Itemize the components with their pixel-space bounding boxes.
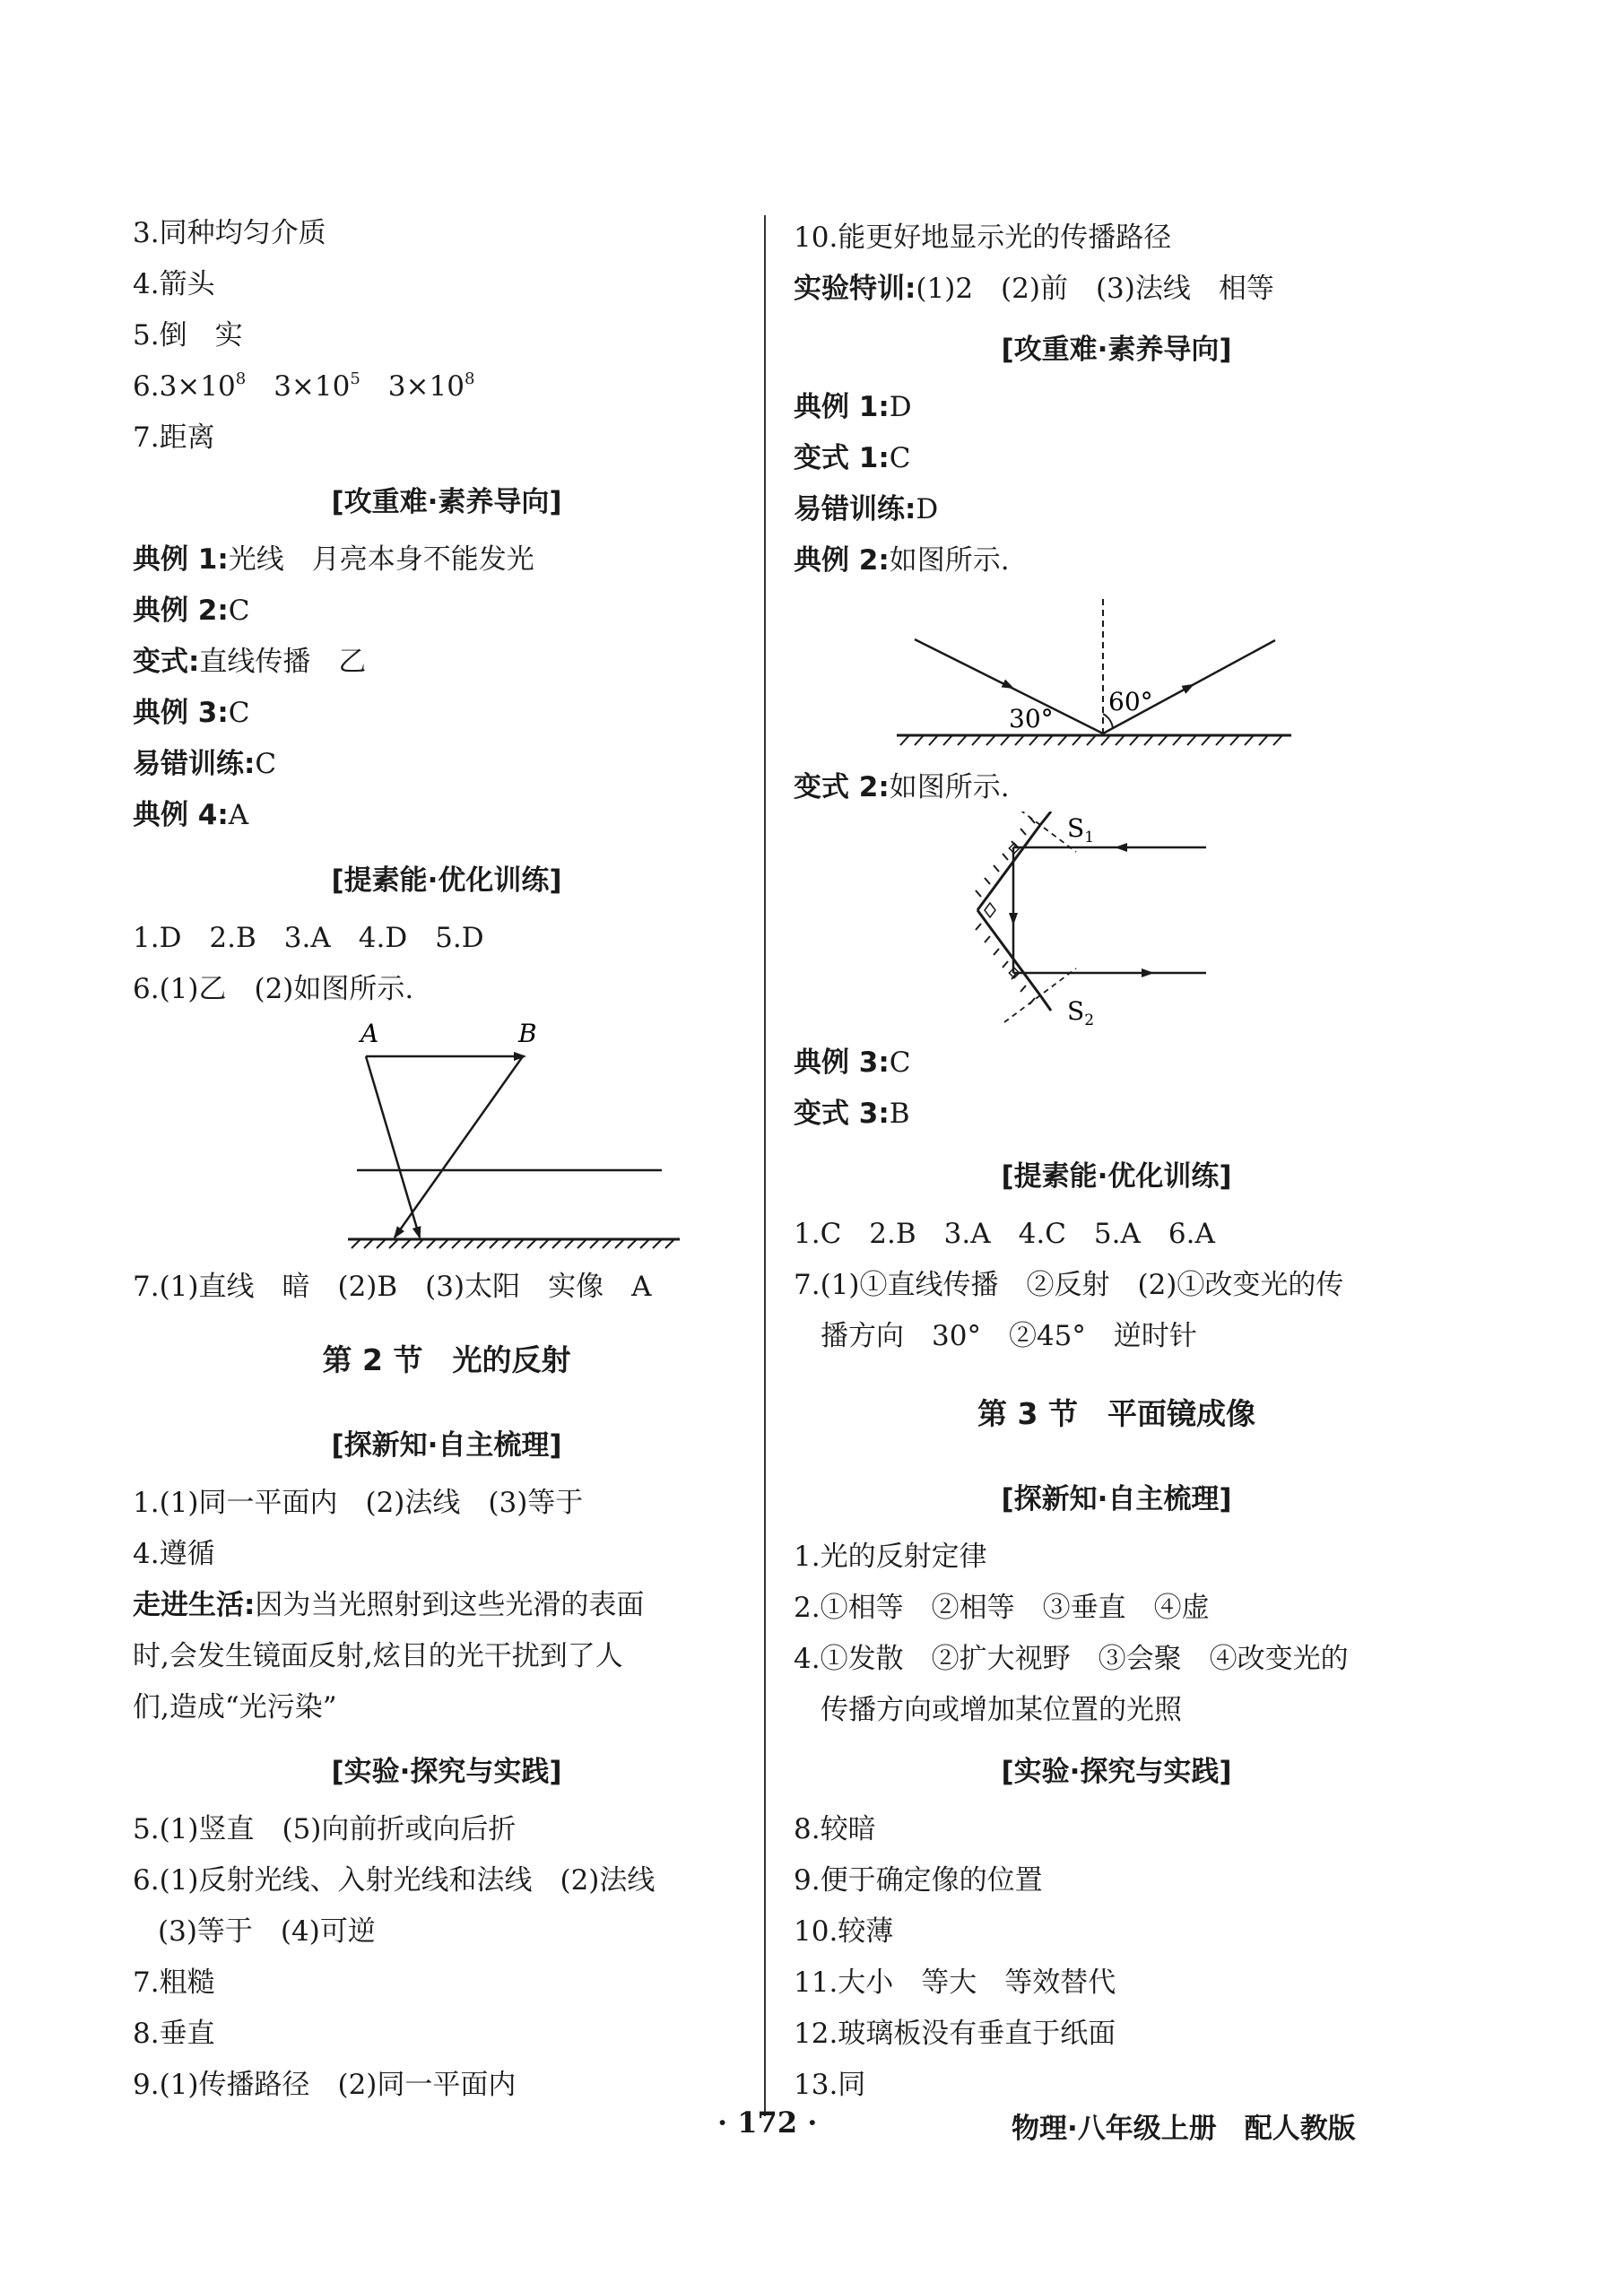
label: 变式 2: [794,771,890,803]
answer-line [794,440,911,476]
answer-line: 们,造成“光污染” [133,1691,337,1723]
answer-line: 11.大小 等大 等效替代 [794,1966,1116,1999]
answer-line [133,1587,644,1623]
chapter-title: 第 2 节 光的反射 [322,1342,571,1377]
answer-line [133,797,248,833]
answer-line: 4.①发散 ②扩大视野 ③会聚 ④改变光的 [794,1643,1349,1675]
answer-line [794,271,1274,307]
answer-line [794,1096,910,1132]
section-heading: [攻重难·素养导向] [331,486,562,518]
answer-text: B [889,1098,910,1130]
answer-text: 光线 月亮本身不能发光 [228,543,534,576]
answer-line: 5.(1)竖直 (5)向前折或向后折 [133,1813,517,1845]
answer-line: 1.D 2.B 3.A 4.D 5.D [133,922,484,954]
item6-prefix: 6. [133,370,160,403]
answer-line: 7.(1)直线 暗 (2)B (3)太阳 实像 A [133,1271,652,1303]
answer-line [794,491,938,527]
answer-line: 7.距离 [133,421,215,454]
item6-e3: 8 [464,369,475,388]
answer-line [794,1045,911,1081]
chapter-title: 第 3 节 平面镜成像 [977,1396,1255,1431]
item6-v1: 3×10 [159,370,236,403]
answer-line: 10.能更好地显示光的传播路径 [794,221,1172,254]
section-heading: [提素能·优化训练] [331,864,562,897]
label: 走进生活: [133,1589,256,1621]
label: 典例 1: [794,391,890,423]
answer-line: 5.倒 实 [133,319,243,352]
answer-text: 如图所示. [889,544,1010,577]
page-number: · 172 · [717,2105,818,2140]
answer-line [794,389,912,425]
label: 典例 1: [133,543,229,576]
answer-line: 传播方向或增加某位置的光照 [821,1694,1182,1726]
answer-line: 10.较薄 [794,1915,894,1948]
angle-60-label: 60° [1108,687,1153,716]
answer-line: 播方向 30° ②45° 逆时针 [821,1320,1197,1352]
answer-line: 6.(1)乙 (2)如图所示. [133,973,414,1005]
answer-text: D [916,493,939,525]
answer-line: 1.光的反射定律 [794,1541,987,1573]
item6-v3: 3×10 [387,370,465,403]
two-mirror-figure [968,812,1238,1036]
answer-line [794,769,1010,805]
answer-line: 8.垂直 [133,2018,215,2050]
answer-text: 如图所示. [889,771,1010,803]
answer-line [133,593,250,629]
answer-line: 1.(1)同一平面内 (2)法线 (3)等于 [133,1487,584,1519]
item6-e1: 8 [235,369,247,388]
label: 典例 4: [133,799,229,831]
answer-line: 3.同种均匀介质 [133,217,326,249]
answer-text: (1)2 (2)前 (3)法线 相等 [916,273,1274,305]
label: 典例 2: [133,595,229,627]
label: 典例 2: [794,544,890,577]
answer-line: 时,会发生镜面反射,炫目的光干扰到了人 [133,1640,623,1672]
label: 变式 3: [794,1098,890,1130]
label: 典例 3: [794,1046,890,1079]
answer-line: 12.玻璃板没有垂直于纸面 [794,2018,1116,2050]
label: 实验特训: [794,273,916,305]
label: 变式 1: [794,442,890,474]
answer-text: 因为当光照射到这些光滑的表面 [255,1589,645,1621]
section-heading: [探新知·自主梳理] [331,1429,562,1462]
answer-line: 9.(1)传播路径 (2)同一平面内 [133,2069,517,2101]
answer-line [133,695,250,731]
answer-line: 13.同 [794,2069,866,2101]
angle-30-label: 30° [1009,704,1054,734]
answer-line: 1.C 2.B 3.A 4.C 5.A 6.A [794,1218,1215,1250]
answer-text: C [255,748,277,780]
answer-text: C [228,697,250,729]
mirror-s1-label: $S_1$ [1067,813,1095,846]
answer-line [133,644,366,680]
answer-text: C [228,595,250,627]
answer-text: C [889,442,911,474]
book-title: 物理·八年级上册 配人教版 [1012,2113,1356,2145]
item6-e2: 5 [350,369,360,388]
item6-v2: 3×10 [274,370,351,403]
label: 易错训练: [794,493,916,525]
answer-line: 7.(1)①直线传播 ②反射 (2)①改变光的传 [794,1269,1344,1301]
label: 易错训练: [133,748,256,780]
section-heading: [提素能·优化训练] [1001,1160,1232,1193]
section-heading: [攻重难·素养导向] [1001,334,1232,366]
section-heading: [实验·探究与实践] [1001,1756,1232,1788]
answer-line-6 [133,369,474,404]
point-b-label: B [518,1019,537,1048]
ray-diagram-figure [339,1013,689,1255]
section-heading: [实验·探究与实践] [331,1756,562,1788]
answer-line: 2.①相等 ②相等 ③垂直 ④虚 [794,1592,1210,1624]
label: 典例 3: [133,697,229,729]
answer-line: (3)等于 (4)可逆 [158,1915,376,1948]
answer-text: A [228,799,249,831]
section-heading: [探新知·自主梳理] [1001,1483,1232,1515]
answer-text: C [889,1046,911,1079]
mirror-s2-label: $S_2$ [1067,996,1095,1029]
reflection-diagram-figure [897,599,1300,760]
answer-line [133,542,534,577]
answer-line: 9.便于确定像的位置 [794,1864,1043,1897]
answer-text: 直线传播 乙 [199,646,367,678]
answer-line: 6.(1)反射光线、入射光线和法线 (2)法线 [133,1864,656,1897]
answer-line: 4.箭头 [133,268,215,300]
answer-line: 4.遵循 [133,1538,215,1570]
answer-line [794,543,1010,578]
label: 变式: [133,646,200,678]
answer-line: 7.粗糙 [133,1966,215,1999]
answer-text: D [889,391,912,423]
answer-line [133,746,276,782]
answer-line: 8.较暗 [794,1813,876,1845]
point-a-label: A [360,1019,379,1048]
